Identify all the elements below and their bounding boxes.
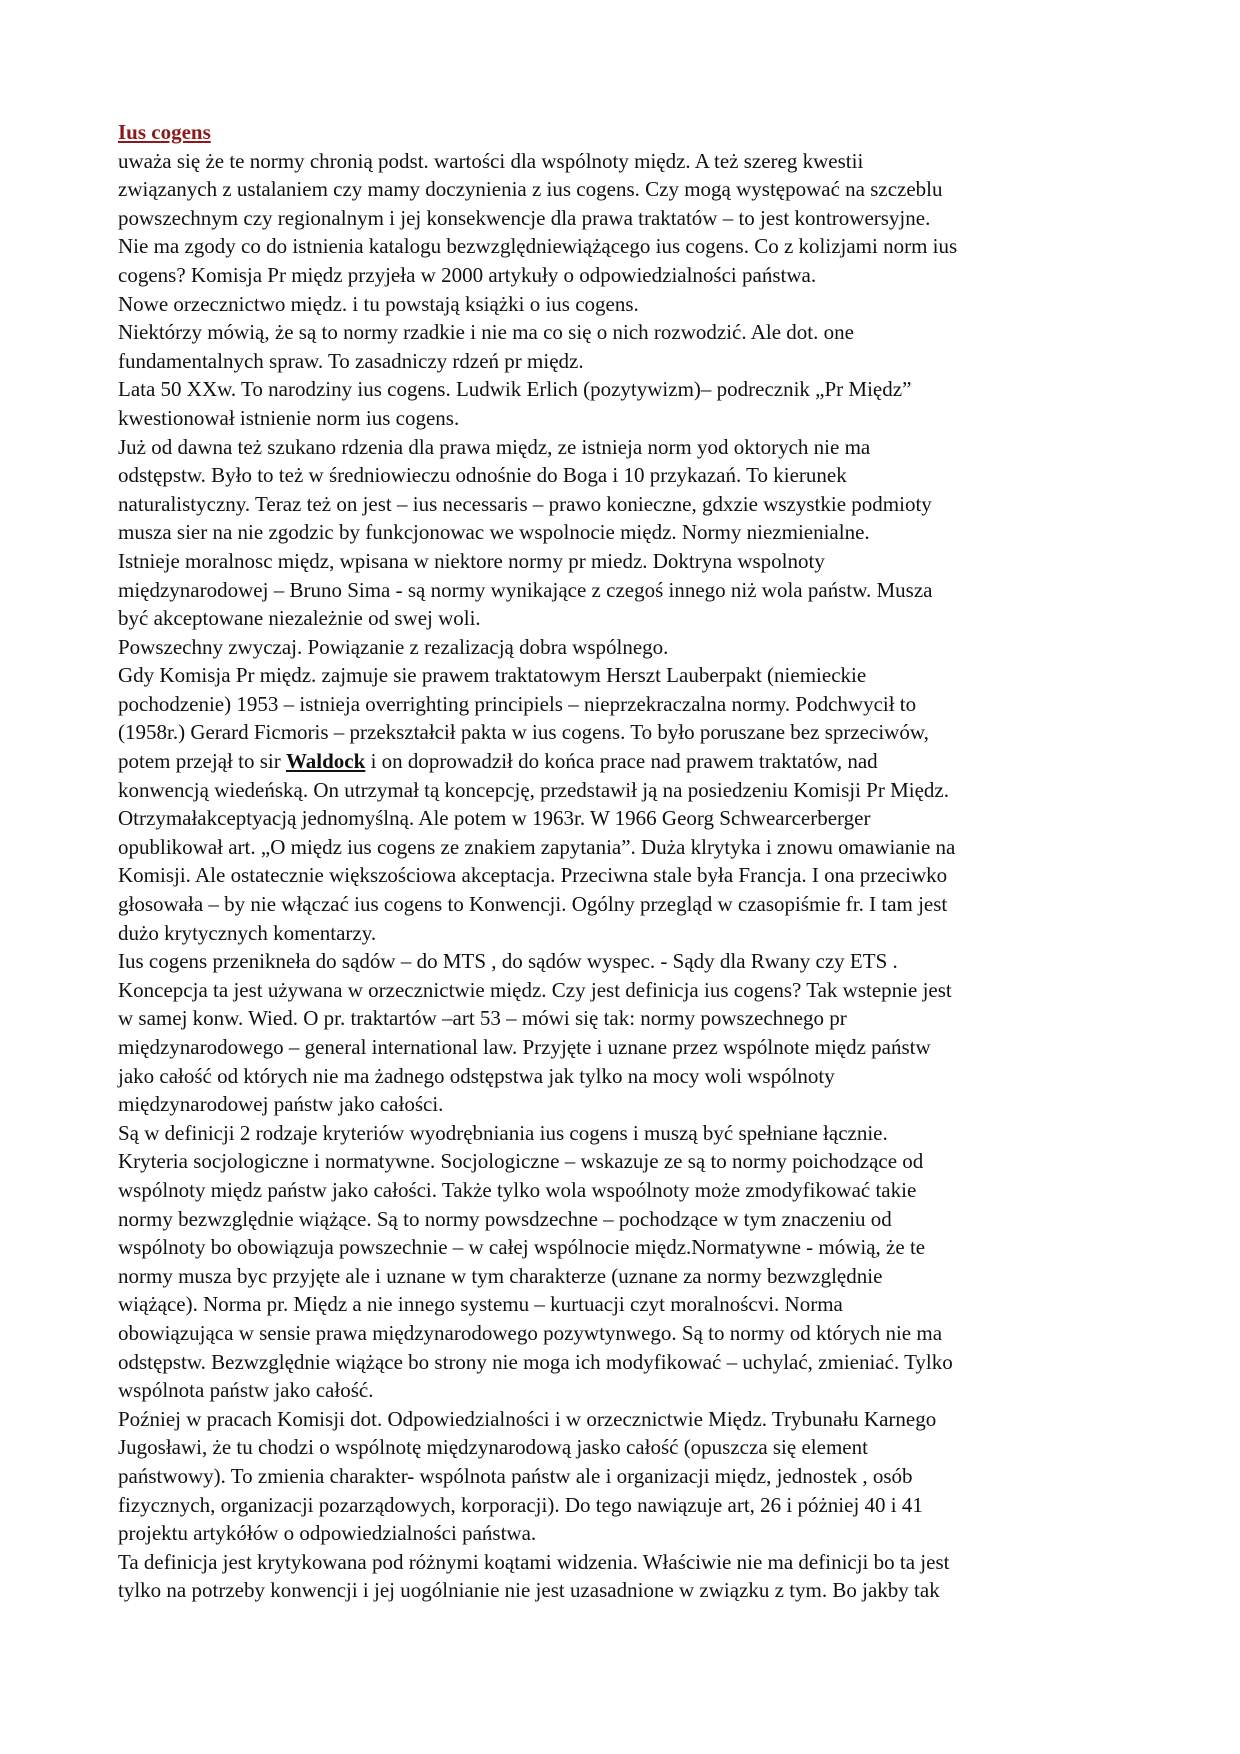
text-segment: i on doprowadził do końca prace nad prawem traktatów, nad <box>365 749 878 774</box>
text-line: państwowy). To zmienia charakter- wspólnota państw ale i organizacji międz, jednostek , osób <box>118 1463 913 1488</box>
document-title: Ius cogens <box>118 120 211 144</box>
text-line: wspólnoty międz państw jako całości. Także tylko wola wspoólnoty może zmodyfikować takie <box>118 1177 917 1202</box>
text-line: pochodzenie) 1953 – istnieja overrighting principiels – nieprzekraczalna normy. Podchwycił to <box>118 691 917 716</box>
text-line: międzynarodowej – Bruno Sima - są normy wynikające z czegoś innego niż wola państw. Musza <box>118 577 933 602</box>
text-line: Lata 50 XXw. To narodziny ius cogens. Ludwik Erlich (pozytywizm)– podrecznik „Pr Międz” <box>118 377 912 402</box>
text-line: (1958r.) Gerard Ficmoris – przekształcił pakta w ius cogens. To było poruszane bez sprzeciwów, <box>118 720 929 745</box>
text-line: Już od dawna też szukano rdzenia dla prawa międz, ze istnieja norm yod oktorych nie ma <box>118 434 871 459</box>
text-line: Gdy Komisja Pr międz. zajmuje sie prawem traktatowym Herszt Lauberpakt (niemieckie <box>118 663 867 688</box>
text-line: Kryteria socjologiczne i normatywne. Socjologiczne – wskazuje ze są to normy poichodzące od <box>118 1149 924 1174</box>
text-line: być akceptowane niezależnie od swej woli. <box>118 606 481 631</box>
text-line: Koncepcja ta jest używana w orzecznictwie międz. Czy jest definicja ius cogens? Tak wstepnie jest <box>118 977 952 1002</box>
text-line: uważa się że te normy chronią podst. wartości dla wspólnoty międz. A też szereg kwestii <box>118 148 864 173</box>
text-line: jako całość od których nie ma żadnego odstępstwa jak tylko na mocy woli wspólnoty <box>118 1063 835 1088</box>
text-line: opublikował art. „O międz ius cogens ze znakiem zapytania”. Duża klrytyka i znowu omawianie na <box>118 834 956 859</box>
text-line: naturalistyczny. Teraz też on jest – ius necessaris – prawo konieczne, gdxzie wszystkie podmioty <box>118 491 932 516</box>
text-line: normy musza byc przyjęte ale i uznane w tym charakterze (uznane za normy bezwzględnie <box>118 1263 883 1288</box>
text-line: wspólnoty bo obowiązuja powszechnie – w całej wspólnocie międz.Normatywne - mówią, że te <box>118 1235 926 1260</box>
text-segment: potem przejął to sir <box>118 749 286 774</box>
document-page <box>118 118 1126 1605</box>
text-line: cogens? Komisja Pr międz przyjeła w 2000 artykuły o odpowiedzialności państwa. <box>118 262 817 287</box>
text-line: projektu artykółów o odpowiedzialności państwa. <box>118 1521 537 1546</box>
text-line: międzynarodowej państw jako całości. <box>118 1092 444 1117</box>
text-line: wiążące). Norma pr. Międz a nie innego systemu – kurtuacji czyt moralnośc​vi. Norma <box>118 1292 843 1317</box>
text-line: powszechnym czy regionalnym i jej konsekwencje dla prawa traktatów – to jest kontrowersyjne. <box>118 205 931 230</box>
text-line: w samej konw. Wied. O pr. traktartów –art 53 – mówi się tak: normy powszechnego pr <box>118 1006 847 1031</box>
text-line: odstępstw. Bezwzględnie wiążące bo strony nie moga ich modyfikować – uchylać, zmieniać. Tylko <box>118 1349 953 1374</box>
text-line: Otrzymałakceptyacją jednomyślną. Ale potem w 1963r. W 1966 Georg Schwearcerberger <box>118 806 871 831</box>
text-line: wspólnota państw jako całość. <box>118 1378 374 1403</box>
text-line: Jugosławi, że tu chodzi o wspólnotę międzynarodową jasko całość (opuszcza się element <box>118 1435 868 1460</box>
text-line: fundamentalnych spraw. To zasadniczy rdzeń pr międz. <box>118 348 584 373</box>
text-line: fizycznych, organizacji pozarządowych, korporacji). Do tego nawiązuje art, 26 i póżniej 40 i 41 <box>118 1492 923 1517</box>
text-line: tylko na potrzeby konwencji i jej uogólnianie nie jest uzasadnione w związku z tym. Bo jakby tak <box>118 1578 940 1603</box>
text-line: związanych z ustalaniem czy mamy doczynienia z ius cogens. Czy mogą występować na szczeblu <box>118 177 943 202</box>
text-line: Powszechny zwyczaj. Powiązanie z rezalizacją dobra wspólnego. <box>118 634 669 659</box>
text-line: konwencją wiedeńską. On utrzymał tą koncepcję, przedstawił ją na posiedzeniu Komisji Pr Międz. <box>118 777 949 802</box>
text-line: głosowała – by nie włączać ius cogens to Konwencji. Ogólny przegląd w czasopiśmie fr. I tam jest <box>118 892 948 917</box>
text-line: Komisji. Ale ostatecznie większościowa akceptacja. Przeciwna stale była Francja. I ona przeciwko <box>118 863 948 888</box>
text-line: Nowe orzecznictwo międz. i tu powstają książki o ius cogens. <box>118 291 639 316</box>
text-line: odstępstw. Było to też w średniowieczu odnośnie do Boga i 10 przykazań. To kierunek <box>118 463 847 488</box>
text-line: Poźniej w pracach Komisji dot. Odpowiedzialności i w orzecznictwie Międz. Trybunału Karnego <box>118 1406 937 1431</box>
text-line: Istnieje moralnosc międz, wpisana w niektore normy pr miedz. Doktryna wspolnoty <box>118 548 825 573</box>
text-line: obowiązująca w sensie prawa międzynarodowego pozywtynwego. Są to normy od których nie ma <box>118 1320 943 1345</box>
text-line: dużo krytycznych komentarzy. <box>118 920 377 945</box>
document-body <box>118 147 1126 1605</box>
text-line: międzynarodowego – general international law. Przyjęte i uznane przez wspólnote międz państw <box>118 1035 931 1059</box>
emphasized-name: Waldock <box>285 749 366 774</box>
text-line: Są w definicji 2 rodzaje kryteriów wyodrębniania ius cogens i muszą być spełniane łącznie. <box>118 1120 888 1145</box>
text-line <box>118 747 1126 776</box>
text-line: Nie ma zgody co do istnienia katalogu bezwzględniewiążącego ius cogens. Co z kolizjami norm ius <box>118 234 958 259</box>
text-line: Ta definicja jest krytykowana pod różnymi koątami widzenia. Właściwie nie ma definicji bo ta jest <box>118 1549 950 1574</box>
text-line: kwestionował istnienie norm ius cogens. <box>118 405 460 430</box>
text-line: musza sier na nie zgodzic by funkcjonowac we wspolnocie międz. Normy niezmienialne. <box>118 520 870 545</box>
text-line: Ius cogens przenikneła do sądów – do MTS , do sądów wyspec. - Sądy dla Rwany czy ETS . <box>118 949 898 974</box>
text-line: normy bezwzględnie wiążące. Są to normy powsdzechne – pochodzące w tym znaczeniu od <box>118 1206 892 1231</box>
text-line: Niektórzy mówią, że są to normy rzadkie i nie ma co się o nich rozwodzić. Ale dot. one <box>118 320 854 345</box>
